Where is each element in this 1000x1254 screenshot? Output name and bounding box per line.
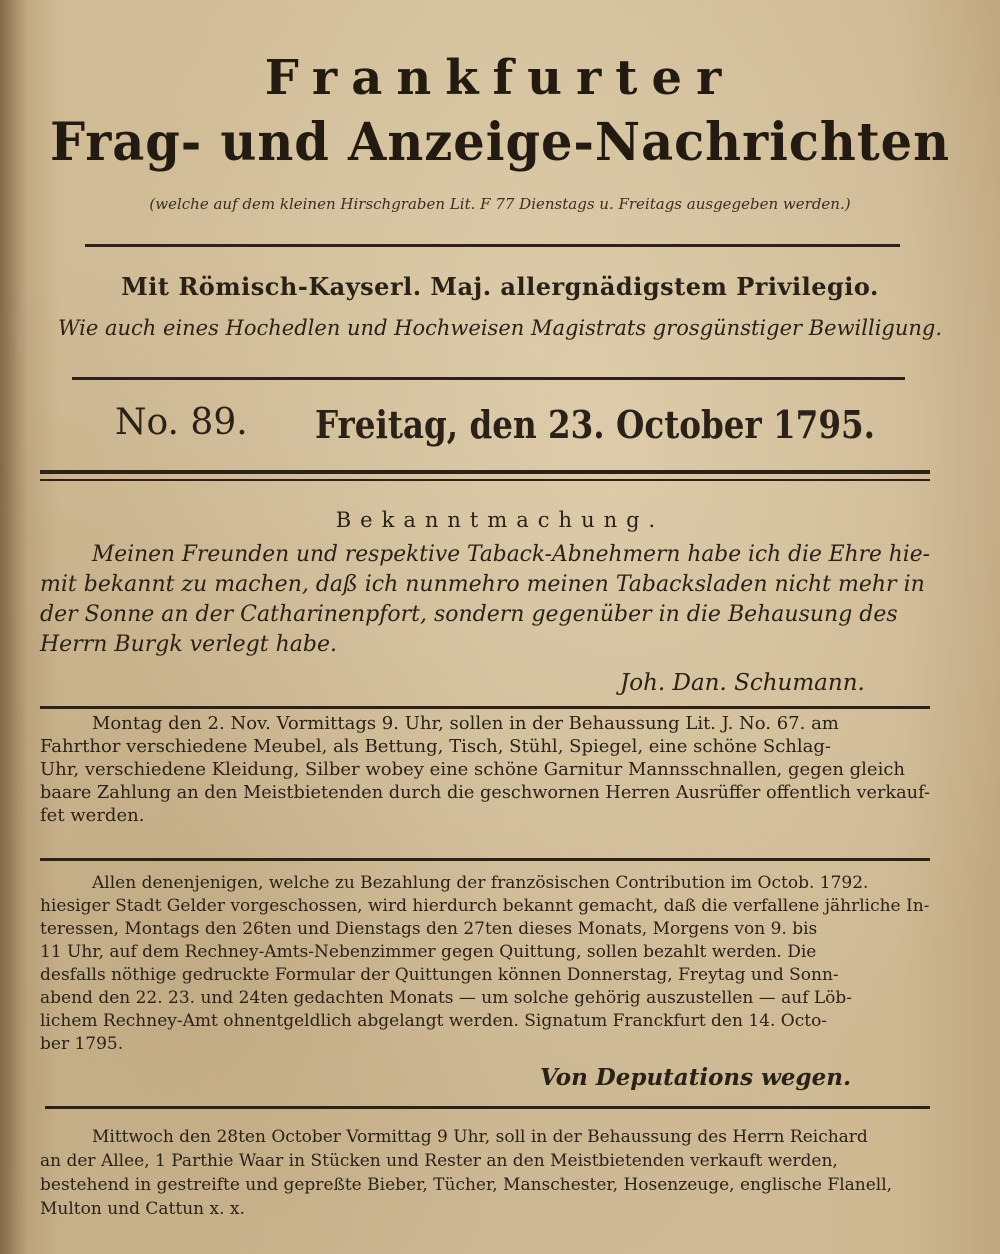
notice-contribution: [40, 872, 930, 1056]
divider-rule: [40, 858, 930, 861]
text-line: Mittwoch den 28ten October Vormittag 9 Uhr, soll in der Behaussung des Herrn Reichard: [92, 1127, 868, 1147]
text-line: Uhr, verschiedene Kleidung, Silber wobey eine schöne Garnitur Mannsschnallen, gegen gleich: [40, 759, 906, 780]
text-line: an der Allee, 1 Parthie Waar in Stücken und Rester an den Meistbietenden verkauft werden,: [40, 1151, 838, 1171]
text-line: Allen denenjenigen, welche zu Bezahlung der französischen Contribution im Octob. 1792.: [92, 873, 869, 893]
notice-auction-textiles: [40, 1125, 930, 1221]
divider-rule: [72, 377, 905, 380]
text-line: bestehend in gestreifte und gepreßte Bieber, Tücher, Manschester, Hosenzeuge, englische Flanell,: [40, 1175, 893, 1195]
privilege-line: Mit Römisch-Kayserl. Maj. allergnädigstem Privilegio.: [121, 272, 879, 301]
text-line: teressen, Montags den 26ten und Dienstags den 27ten dieses Monats, Morgens von 9. bis: [40, 919, 818, 939]
page-spine-shadow: [0, 0, 28, 1254]
text-line: ber 1795.: [40, 1034, 124, 1054]
masthead-subtitle: (welche auf dem kleinen Hirschgraben Lit. F 77 Dienstags u. Freitags ausgegeben werden.): [149, 195, 851, 213]
text-line: hiesiger Stadt Gelder vorgeschossen, wird hierdurch bekannt gemacht, daß die verfallene jährliche In-: [40, 896, 930, 916]
text-line: Multon und Cattun x. x.: [40, 1199, 245, 1219]
issue-number: No. 89.: [115, 402, 248, 443]
text-line: Montag den 2. Nov. Vormittags 9. Uhr, sollen in der Behaussung Lit. J. No. 67. am: [92, 713, 839, 734]
issue-date: Freitag, den 23. October 1795.: [315, 402, 875, 447]
divider-rule: [85, 244, 900, 247]
notice-signature: Joh. Dan. Schumann.: [620, 670, 865, 696]
masthead-city: Frankfurter: [264, 50, 736, 106]
text-line: 11 Uhr, auf dem Rechney-Amts-Nebenzimmer gegen Quittung, sollen bezahlt werden. Die: [40, 942, 817, 962]
text-line: Herrn Burgk verlegt habe.: [40, 632, 337, 657]
divider-rule: [45, 1106, 930, 1109]
approval-line: Wie auch eines Hochedlen und Hochweisen Magistrats grosgünstiger Bewilligung.: [57, 316, 943, 340]
text-line: lichem Rechney-Amt ohnentgeldlich abgelangt werden. Signatum Franckfurt den 14. Octo-: [40, 1011, 828, 1031]
notice-tobacco-shop: [40, 540, 930, 660]
masthead-title: Frag- und Anzeige-Nachrichten: [49, 112, 950, 173]
text-line: desfalls nöthige gedruckte Formular der Quittungen können Donnerstag, Freytag und Sonn-: [40, 965, 839, 985]
text-line: abend den 22. 23. und 24ten gedachten Monats — um solche gehörig auszustellen — auf Löb-: [40, 988, 853, 1008]
text-line: Fahrthor verschiedene Meubel, als Bettung, Tisch, Stühl, Spiegel, eine schöne Schlag-: [40, 736, 831, 757]
notice-signature: Von Deputations wegen.: [540, 1064, 851, 1091]
text-line: Meinen Freunden und respektive Taback-Abnehmern habe ich die Ehre hie-: [92, 542, 930, 567]
notice-auction-furniture: [40, 712, 930, 827]
text-line: mit bekannt zu machen, daß ich nunmehro meinen Tabacksladen nicht mehr in: [40, 572, 925, 597]
text-line: baare Zahlung an den Meistbietenden durch die geschwornen Herren Ausrüffer offentlich verkauf-: [40, 782, 930, 803]
text-line: fet werden.: [40, 805, 145, 826]
divider-double-rule: [40, 470, 930, 481]
notice-heading: Bekanntmachung.: [335, 508, 665, 532]
text-line: der Sonne an der Catharinenpfort, sondern gegenüber in die Behausung des: [40, 602, 898, 627]
divider-rule: [40, 706, 930, 709]
